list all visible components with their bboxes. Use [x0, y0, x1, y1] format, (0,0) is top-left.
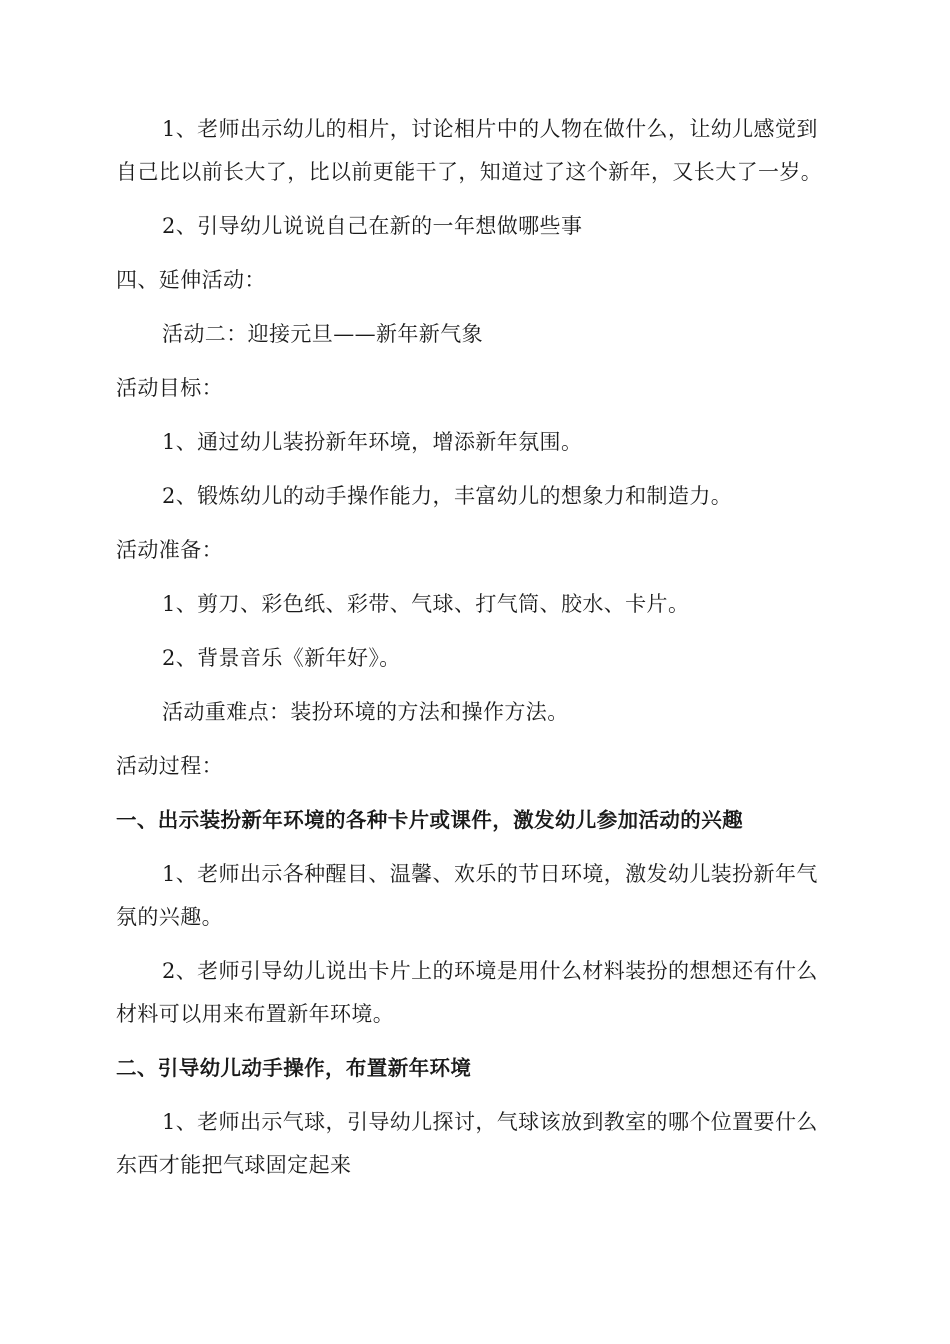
heading-activity-preparation: 活动准备：	[116, 538, 223, 562]
process-step-1: 1、老师出示各种醒目、温馨、欢乐的节日环境，激发幼儿装扮新年气氛的兴趣。	[116, 862, 818, 929]
paragraph-photo-discussion: 1、老师出示幼儿的相片，讨论相片中的人物在做什么，让幼儿感觉到自己比以前长大了，比以前更能干了，知道过了这个新年，又长大了一岁。	[116, 117, 823, 184]
heading-activity-goals: 活动目标：	[116, 376, 223, 400]
preparation-item-1: 1、剪刀、彩色纸、彩带、气球、打气筒、胶水、卡片。	[162, 592, 690, 616]
activity-key-points: 活动重难点：装扮环境的方法和操作方法。	[162, 700, 569, 724]
heading-activity-process: 活动过程：	[116, 754, 223, 778]
heading-activity-two: 活动二：迎接元旦——新年新气象	[162, 322, 483, 346]
document-page	[116, 108, 836, 1198]
section-heading-one: 一、出示装扮新年环境的各种卡片或课件，激发幼儿参加活动的兴趣	[116, 808, 743, 832]
section-heading-two: 二、引导幼儿动手操作，布置新年环境	[116, 1056, 472, 1080]
heading-extension-activity: 四、延伸活动：	[116, 268, 266, 292]
goal-item-2: 2、锻炼幼儿的动手操作能力，丰富幼儿的想象力和制造力。	[162, 484, 733, 508]
preparation-item-2: 2、背景音乐《新年好》。	[162, 646, 401, 670]
process-step-2: 2、老师引导幼儿说出卡片上的环境是用什么材料装扮的想想还有什么材料可以用来布置新年环境。	[116, 959, 818, 1026]
goal-item-1: 1、通过幼儿装扮新年环境，增添新年氛围。	[162, 430, 583, 454]
paragraph-new-year-wishes: 2、引导幼儿说说自己在新的一年想做哪些事	[162, 214, 583, 238]
process-step-balloon: 1、老师出示气球，引导幼儿探讨，气球该放到教室的哪个位置要什么东西才能把气球固定起来	[116, 1110, 818, 1177]
